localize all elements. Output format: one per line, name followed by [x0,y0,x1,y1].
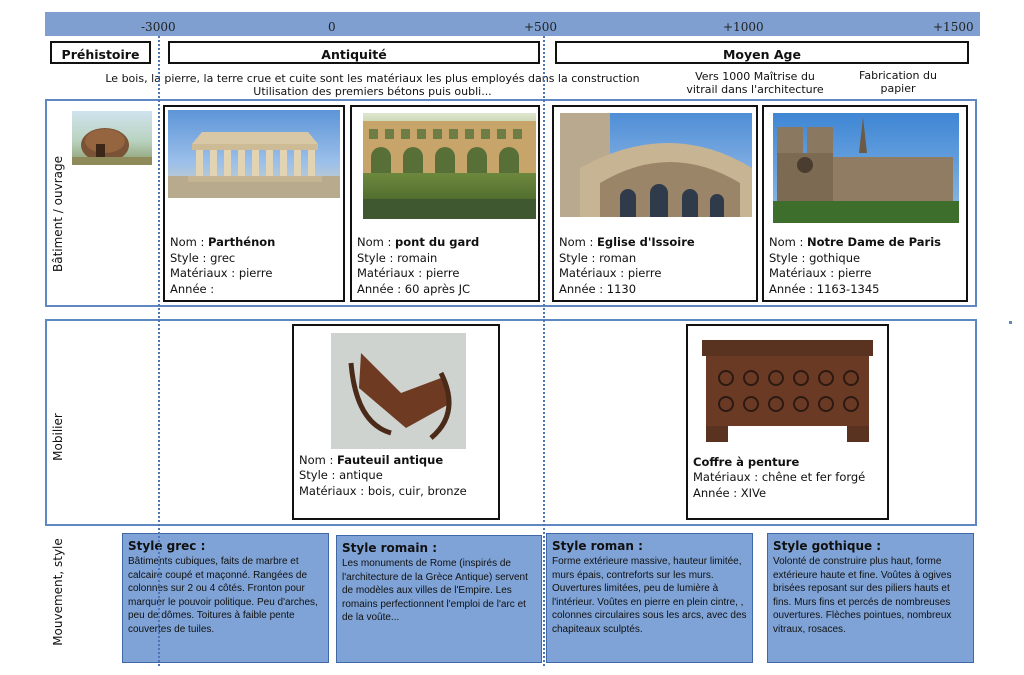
coffre-annee-line [693,486,865,502]
nom-label: Nom : [170,235,209,249]
coffre-materiaux: chêne et fer forgé [761,470,866,484]
fauteuil-name-line [299,453,467,469]
style-label: Style : [170,250,211,265]
eglise-issoire-materiaux-line [559,266,695,282]
guide-line-500 [543,36,545,666]
row-label-mobilier: Mobilier [51,413,65,461]
notre-dame-materiaux-line [769,266,941,282]
style-roman-text: Forme extérieure massive, hauteur limitée, murs épais, contreforts sur les murs. Ouvertures limitées, peu de lumière à l'intérieur. Voûtes en pierre en plein cintre, , colonnes circulaires sous les arcs, avec des chapiteaux sculptés. [552,556,747,635]
fauteuil-style: antique [339,468,383,482]
card-notre-dame [762,105,968,302]
notre-dame-image [773,113,959,223]
fauteuil-image [331,333,466,449]
style-grec-title: Style grec : [128,539,206,553]
stylebox-gothique [767,533,974,663]
notre-dame-name: Notre Dame de Paris [807,235,941,249]
pont-du-gard-drawing [363,113,536,219]
period-prehistoire: Préhistoire [50,41,151,64]
nom-label: Nom : [357,235,396,249]
notre-dame-info [769,235,941,297]
pont-du-gard-image [363,113,536,219]
eglise-issoire-annee: 1130 [606,281,637,296]
guide-line-minus-3000 [158,36,160,666]
parthenon-info [170,235,275,297]
parthenon-style: grec [210,250,236,265]
notre-dame-style: gothique [809,250,861,265]
note-materials-line1: Le bois, la pierre, la terre crue et cuite sont les matériaux les plus employés dans la construction [105,72,640,85]
materiaux-label: Matériaux : [299,483,368,498]
notre-dame-style-line [769,251,941,267]
coffre-title-line [693,455,865,471]
parthenon-image [168,110,340,198]
style-grec-text: Bâtiments cubiques, faits de marbre et calcaire coupé et maçonné. Rangées de colonnes sur 2 ou 4 côtés. Fronton pour marquer le pouvoir politique. Peu d'arches, peu de dômes. Toitures à faible pente couvertes de tuiles. [128,556,318,635]
card-coffre [686,324,889,520]
eglise-issoire-drawing [560,113,752,217]
fauteuil-drawing [331,333,466,449]
period-moyen-age: Moyen Age [555,41,969,64]
note-materials [100,72,645,98]
notre-dame-drawing [773,113,959,223]
notre-dame-name-line [769,235,941,251]
parthenon-name-line [170,235,275,251]
card-fauteuil [292,324,500,520]
pont-du-gard-annee: 60 après JC [404,281,471,296]
pont-du-gard-annee-line [357,282,479,298]
eglise-issoire-style: roman [599,250,637,265]
row-label-mouvement: Mouvement, style [51,538,65,646]
note-papier: Fabrication du papier [859,69,937,95]
pont-du-gard-style-line [357,251,479,267]
pont-du-gard-name: pont du gard [395,235,480,249]
notre-dame-annee-line [769,282,941,298]
materiaux-label: Matériaux : [693,470,762,484]
materiaux-label: Matériaux : [769,266,838,280]
card-pont-du-gard [350,105,540,302]
notre-dame-annee: 1163-1345 [816,281,880,296]
nom-label: Nom : [769,235,808,249]
eglise-issoire-name: Eglise d'Issoire [597,235,695,249]
parthenon-drawing [168,110,340,198]
tick-500: +500 [524,20,557,34]
pont-du-gard-materiaux-line [357,266,479,282]
annee-label: Année : [769,281,817,296]
parthenon-annee-line [170,282,275,298]
stylebox-roman [546,533,753,663]
style-gothique-title: Style gothique : [773,539,882,553]
eglise-issoire-name-line [559,235,695,251]
annee-label: Année : [693,485,741,500]
note-vitrail: Vers 1000 Maîtrise du vitrail dans l'architecture [686,70,824,96]
eglise-issoire-materiaux: pierre [627,266,662,280]
style-roman-title: Style roman : [552,539,643,553]
eglise-issoire-image [560,113,752,217]
materiaux-label: Matériaux : [559,266,628,280]
hut-drawing [72,111,152,165]
period-antiquite: Antiquité [168,41,540,64]
stylebox-grec [122,533,329,663]
style-label: Style : [299,468,340,482]
fauteuil-name: Fauteuil antique [337,452,444,467]
stylebox-romain [336,535,542,663]
fauteuil-style-line [299,468,467,484]
annee-label: Année : [170,281,215,296]
row-label-batiment: Bâtiment / ouvrage [51,156,65,273]
annee-label: Année : [357,281,405,296]
fauteuil-info [299,453,467,516]
pont-du-gard-materiaux: pierre [425,266,460,280]
eglise-issoire-style-line [559,251,695,267]
eglise-issoire-annee-line [559,282,695,298]
style-romain-title: Style romain : [342,541,438,555]
materiaux-label: Matériaux : [357,266,426,280]
style-gothique-text: Volonté de construire plus haut, forme extérieure haute et fine. Voûtes à ogives brisées reposant sur des piliers hauts et fins. Murs fins et percés de nombreuses ouvertures. Flèches pointues, nombreux vitraux, rosaces. [773,556,952,635]
stray-dot [1009,321,1012,324]
parthenon-materiaux-line [170,266,275,282]
coffre-title: Coffre à penture [693,454,800,469]
timeline-bar [45,12,980,36]
coffre-materiaux-line [693,470,865,486]
style-label: Style : [357,250,398,265]
tick-minus-3000: -3000 [141,20,176,34]
fauteuil-materiaux-line [299,484,467,500]
notre-dame-materiaux: pierre [837,266,872,280]
style-label: Style : [769,250,810,265]
parthenon-style-line [170,251,275,267]
parthenon-name: Parthénon [208,235,276,249]
coffre-annee: XIVe [740,485,767,500]
tick-0: 0 [328,20,336,34]
coffre-info [693,455,865,516]
parthenon-materiaux: pierre [238,266,273,280]
nom-label: Nom : [559,235,598,249]
note-materials-line2: Utilisation des premiers bétons puis oubli... [253,85,492,98]
pont-du-gard-info [357,235,479,297]
style-romain-text: Les monuments de Rome (inspirés de l'architecture de la Grèce Antique) servent de modèles aux villes de l'Empire. Les romains perfectionnent l'emploi de l'arc et de la voûte... [342,558,528,623]
pont-du-gard-name-line [357,235,479,251]
tick-1500: +1500 [933,20,974,34]
hut-image [72,111,152,165]
fauteuil-materiaux: bois, cuir, bronze [367,483,467,498]
card-parthenon [163,105,345,302]
card-eglise-issoire [552,105,758,302]
style-label: Style : [559,250,600,265]
annee-label: Année : [559,281,607,296]
pont-du-gard-style: romain [397,250,438,265]
coffre-image [696,334,879,446]
materiaux-label: Matériaux : [170,266,239,280]
eglise-issoire-info [559,235,695,297]
nom-label: Nom : [299,452,338,467]
tick-1000: +1000 [723,20,764,34]
coffre-drawing [696,334,879,446]
